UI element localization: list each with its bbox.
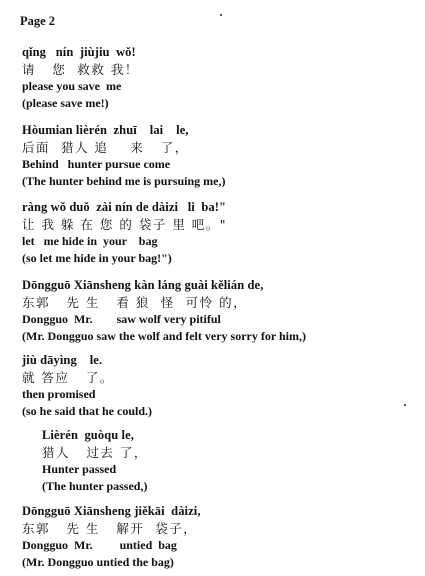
pinyin-line: Hòumian lièrén zhuī lai le, [22,123,189,137]
pinyin-line: qǐng nín jiùjiu wǒ! [22,45,136,59]
pinyin-line: Dōngguō Xiānsheng kàn láng guài kělián de, [22,278,264,292]
scan-speck [220,14,222,16]
pinyin-line: Lièrén guòqu le, [42,428,134,442]
gloss-line: Behind hunter pursue come [22,157,171,171]
chinese-line: 东郭 先 生 看 狼 怪 可怜 的， [22,295,248,310]
gloss-line: then promised [22,387,96,401]
translation-line: (The hunter behind me is pursuing me,) [22,174,226,188]
pinyin-line: ràng wǒ duǒ zài nín de dàizi li ba!" [22,200,227,214]
gloss-line: let me hide in your bag [22,234,158,248]
stanza-2 [22,122,225,190]
stanza-3 [22,199,227,267]
translation-line: (The hunter passed,) [42,479,148,493]
gloss-line: Dongguo Mr. untied bag [22,538,177,552]
pinyin-line: Dōngguō Xiānsheng jiěkāi dàizi, [22,504,201,518]
translation-line: (please save me!) [22,96,109,110]
translation-line: (so he said that he could.) [22,404,153,418]
page-title: Page 2 [20,14,56,28]
chinese-line: 让 我 躲 在 您 的 袋子 里 吧。" [22,217,228,232]
stanza-6 [42,427,148,495]
pinyin-line: jiù dāyìng le. [22,353,103,367]
chinese-line: 猎人 过去 了， [42,445,148,460]
translation-line: (Mr. Dongguo untied the bag) [22,555,174,569]
translation-line: (Mr. Dongguo saw the wolf and felt very sorry for him,) [22,329,306,343]
chinese-line: 东郭 先 生 解开 袋子， [22,521,198,536]
gloss-line: please you save me [22,79,122,93]
chinese-line: 后面 猎人 追 来 了， [22,140,189,155]
gloss-line: Dongguo Mr. saw wolf very pitiful [22,312,221,326]
stanza-4 [22,277,306,345]
stanza-1 [22,44,139,112]
translation-line: (so let me hide in your bag!") [22,251,172,265]
scan-speck [404,404,406,406]
gloss-line: Hunter passed [42,462,117,476]
chinese-line: 请 您 救救 我！ [22,62,139,77]
stanza-7 [22,503,201,571]
stanza-5 [22,352,152,420]
chinese-line: 就 答应 了。 [22,370,114,385]
